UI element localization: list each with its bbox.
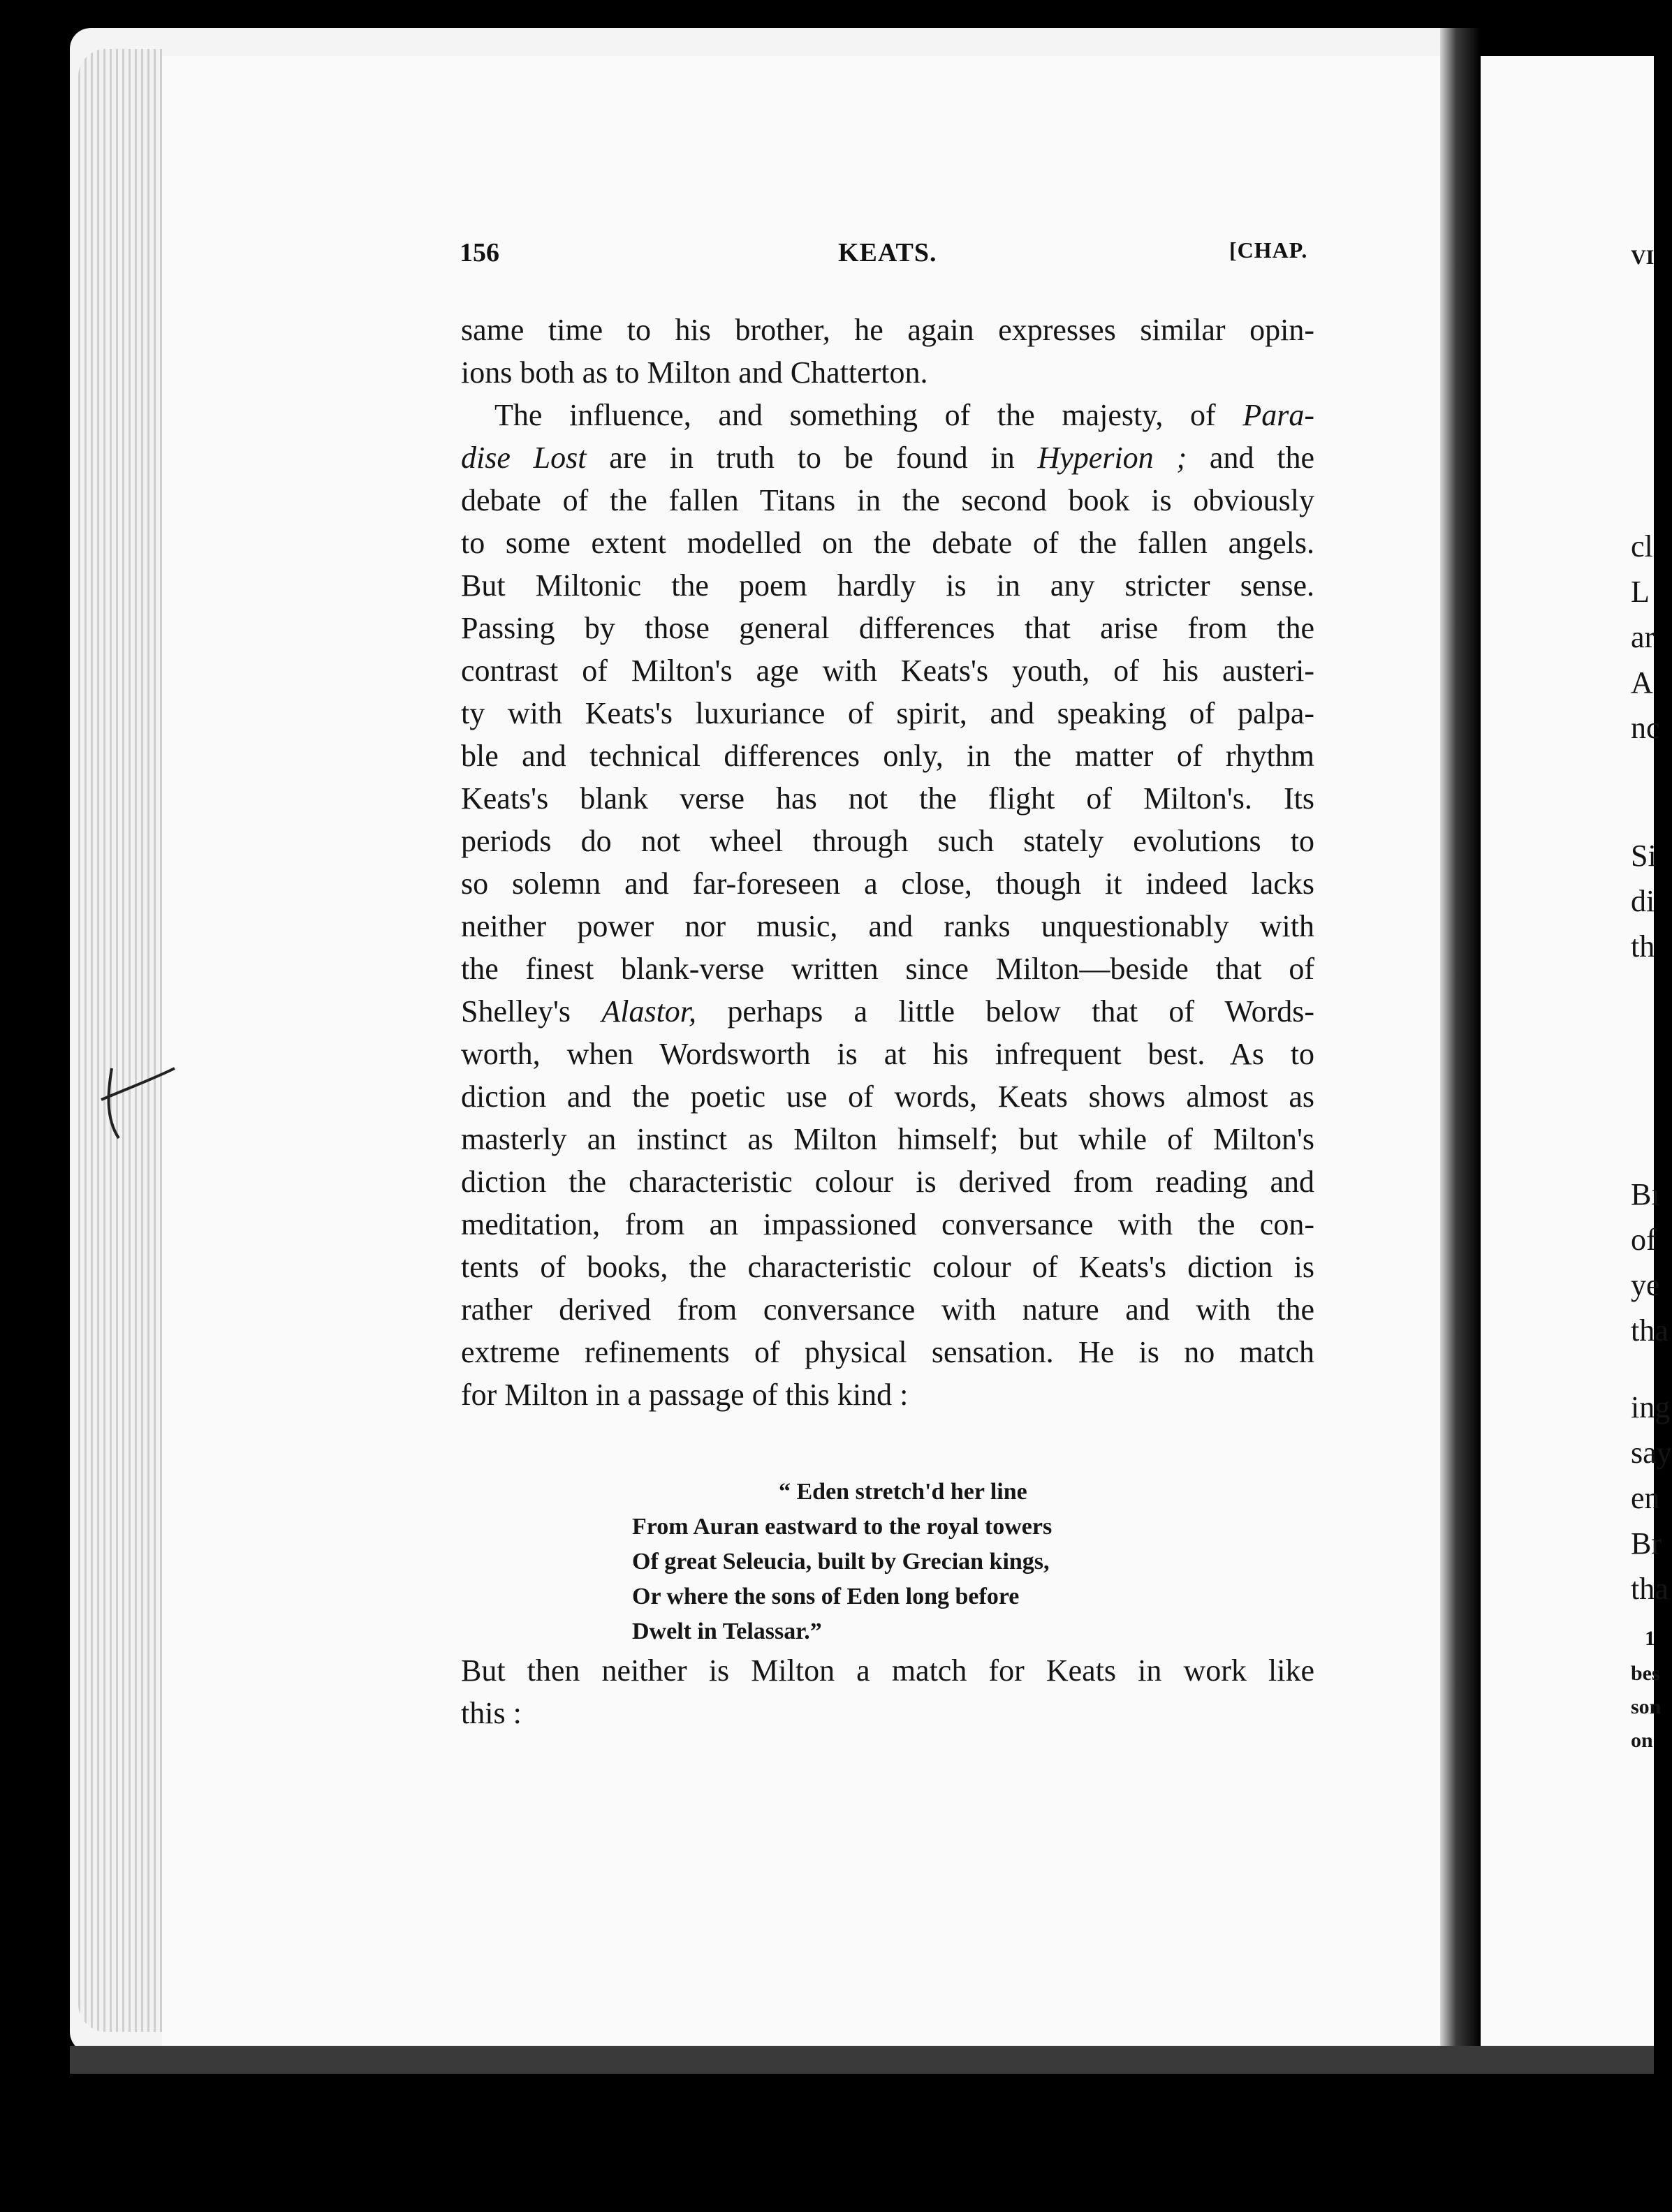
text-line: ble and technical differences only, in the matter of rhythm xyxy=(461,739,1314,773)
facing-page-fragment: Br xyxy=(1631,1526,1662,1561)
quote-line: Or where the sons of Eden long before xyxy=(632,1584,1020,1609)
text-line: But Miltonic the poem hardly is in any stricter sense. xyxy=(461,568,1314,603)
facing-page-fragment: L xyxy=(1631,575,1650,609)
running-title: KEATS. xyxy=(838,238,937,267)
facing-page-fragment: on xyxy=(1631,1729,1653,1752)
facing-page-fragment: ye xyxy=(1631,1268,1660,1302)
text-line: worth, when Wordsworth is at his infrequent best. As to xyxy=(461,1037,1314,1071)
chapter-mark: [CHAP. xyxy=(1229,237,1308,263)
page-number: 156 xyxy=(460,238,499,267)
italic-title: Hyperion ; xyxy=(1037,441,1187,475)
text-line: ions both as to Milton and Chatterton. xyxy=(461,355,928,390)
facing-page-fragment: Bı xyxy=(1631,1177,1660,1211)
facing-page-fragment: 1 xyxy=(1645,1627,1655,1650)
text-line: so solemn and far-foreseen a close, though it indeed lacks xyxy=(461,867,1314,901)
page-edge-leaves xyxy=(78,49,162,2032)
facing-page-fragment: ing xyxy=(1631,1390,1671,1424)
facing-page-fragment: tha xyxy=(1631,1313,1669,1348)
body-text xyxy=(461,309,1314,1416)
right-page xyxy=(1474,56,1654,2053)
text-line: masterly an instinct as Milton himself; but while of Milton's xyxy=(461,1122,1314,1156)
block-quote xyxy=(632,1475,1191,1649)
italic-title: dise Lost xyxy=(461,441,587,475)
facing-page-fragment: cl xyxy=(1631,529,1653,563)
quote-line: “ Eden stretch'd her line xyxy=(779,1479,1027,1505)
quote-line: Of great Seleucia, built by Grecian kings, xyxy=(632,1549,1050,1575)
text-line: rather derived from conversance with nature and with the xyxy=(461,1292,1314,1327)
text-line: periods do not wheel through such stately evolutions to xyxy=(461,824,1314,858)
text-line: tents of books, the characteristic colour of Keats's diction is xyxy=(461,1250,1314,1284)
facing-page-fragment: VI xyxy=(1631,246,1655,269)
facing-page-fragment: en xyxy=(1631,1481,1660,1515)
facing-page-fragment: say xyxy=(1631,1436,1672,1470)
text-line: neither power nor music, and ranks unquestionably with xyxy=(461,909,1314,943)
quote-line: From Auran eastward to the royal towers xyxy=(632,1514,1053,1540)
facing-page-fragment: bes xyxy=(1631,1662,1660,1685)
facing-page-fragment: of xyxy=(1631,1223,1657,1257)
text-line: to some extent modelled on the debate of the fallen angels. xyxy=(461,526,1314,560)
pencil-mark-icon xyxy=(98,1061,182,1152)
italic-title: Alastor, xyxy=(601,994,697,1028)
text-line: But then neither is Milton a match for Keats in work like xyxy=(461,1653,1314,1688)
text-line: dise Lost are in truth to be found in Hyperion ; and the xyxy=(461,441,1314,475)
facing-page-fragment: tha xyxy=(1631,1572,1669,1606)
text-line: Passing by those general differences that arise from the xyxy=(461,611,1314,645)
text-line: meditation, from an impassioned conversance with the con- xyxy=(461,1207,1314,1241)
text-line: diction and the poetic use of words, Keats shows almost as xyxy=(461,1079,1314,1114)
text-line: same time to his brother, he again expresses similar opin- xyxy=(461,313,1314,347)
facing-page-fragment: Si xyxy=(1631,839,1657,873)
text-line: The influence, and something of the majesty, of Para- xyxy=(494,398,1314,432)
facing-page-fragment: di xyxy=(1631,884,1655,918)
book-bottom-edge xyxy=(70,2046,1654,2074)
facing-page-fragment: nc xyxy=(1631,711,1660,745)
text-line: diction the characteristic colour is derived from reading and xyxy=(461,1165,1314,1199)
facing-page-fragment: A xyxy=(1631,665,1653,700)
text-line: debate of the fallen Titans in the second book is obviously xyxy=(461,483,1314,517)
text-line: extreme refinements of physical sensation. He is no match xyxy=(461,1335,1314,1369)
facing-page-fragment: ar xyxy=(1631,620,1655,654)
italic-title: Para- xyxy=(1242,398,1314,432)
text-line: ty with Keats's luxuriance of spirit, and speaking of palpa- xyxy=(461,696,1314,730)
text-line: for Milton in a passage of this kind : xyxy=(461,1378,909,1412)
text-line: Shelley's Alastor, perhaps a little below that of Words- xyxy=(461,994,1314,1028)
quote-line: Dwelt in Telassar.” xyxy=(632,1619,822,1644)
text-line: the finest blank-verse written since Milton—beside that of xyxy=(461,952,1314,986)
facing-page-fragment: th xyxy=(1631,929,1655,964)
body-text-continued xyxy=(461,1649,1314,1734)
text-line: Keats's blank verse has not the flight of Milton's. Its xyxy=(461,781,1314,816)
book-gutter xyxy=(1440,28,1481,2074)
facing-page-fragment: son xyxy=(1631,1695,1662,1718)
text-line: this : xyxy=(461,1696,522,1730)
text-line: contrast of Milton's age with Keats's youth, of his austeri- xyxy=(461,654,1314,688)
